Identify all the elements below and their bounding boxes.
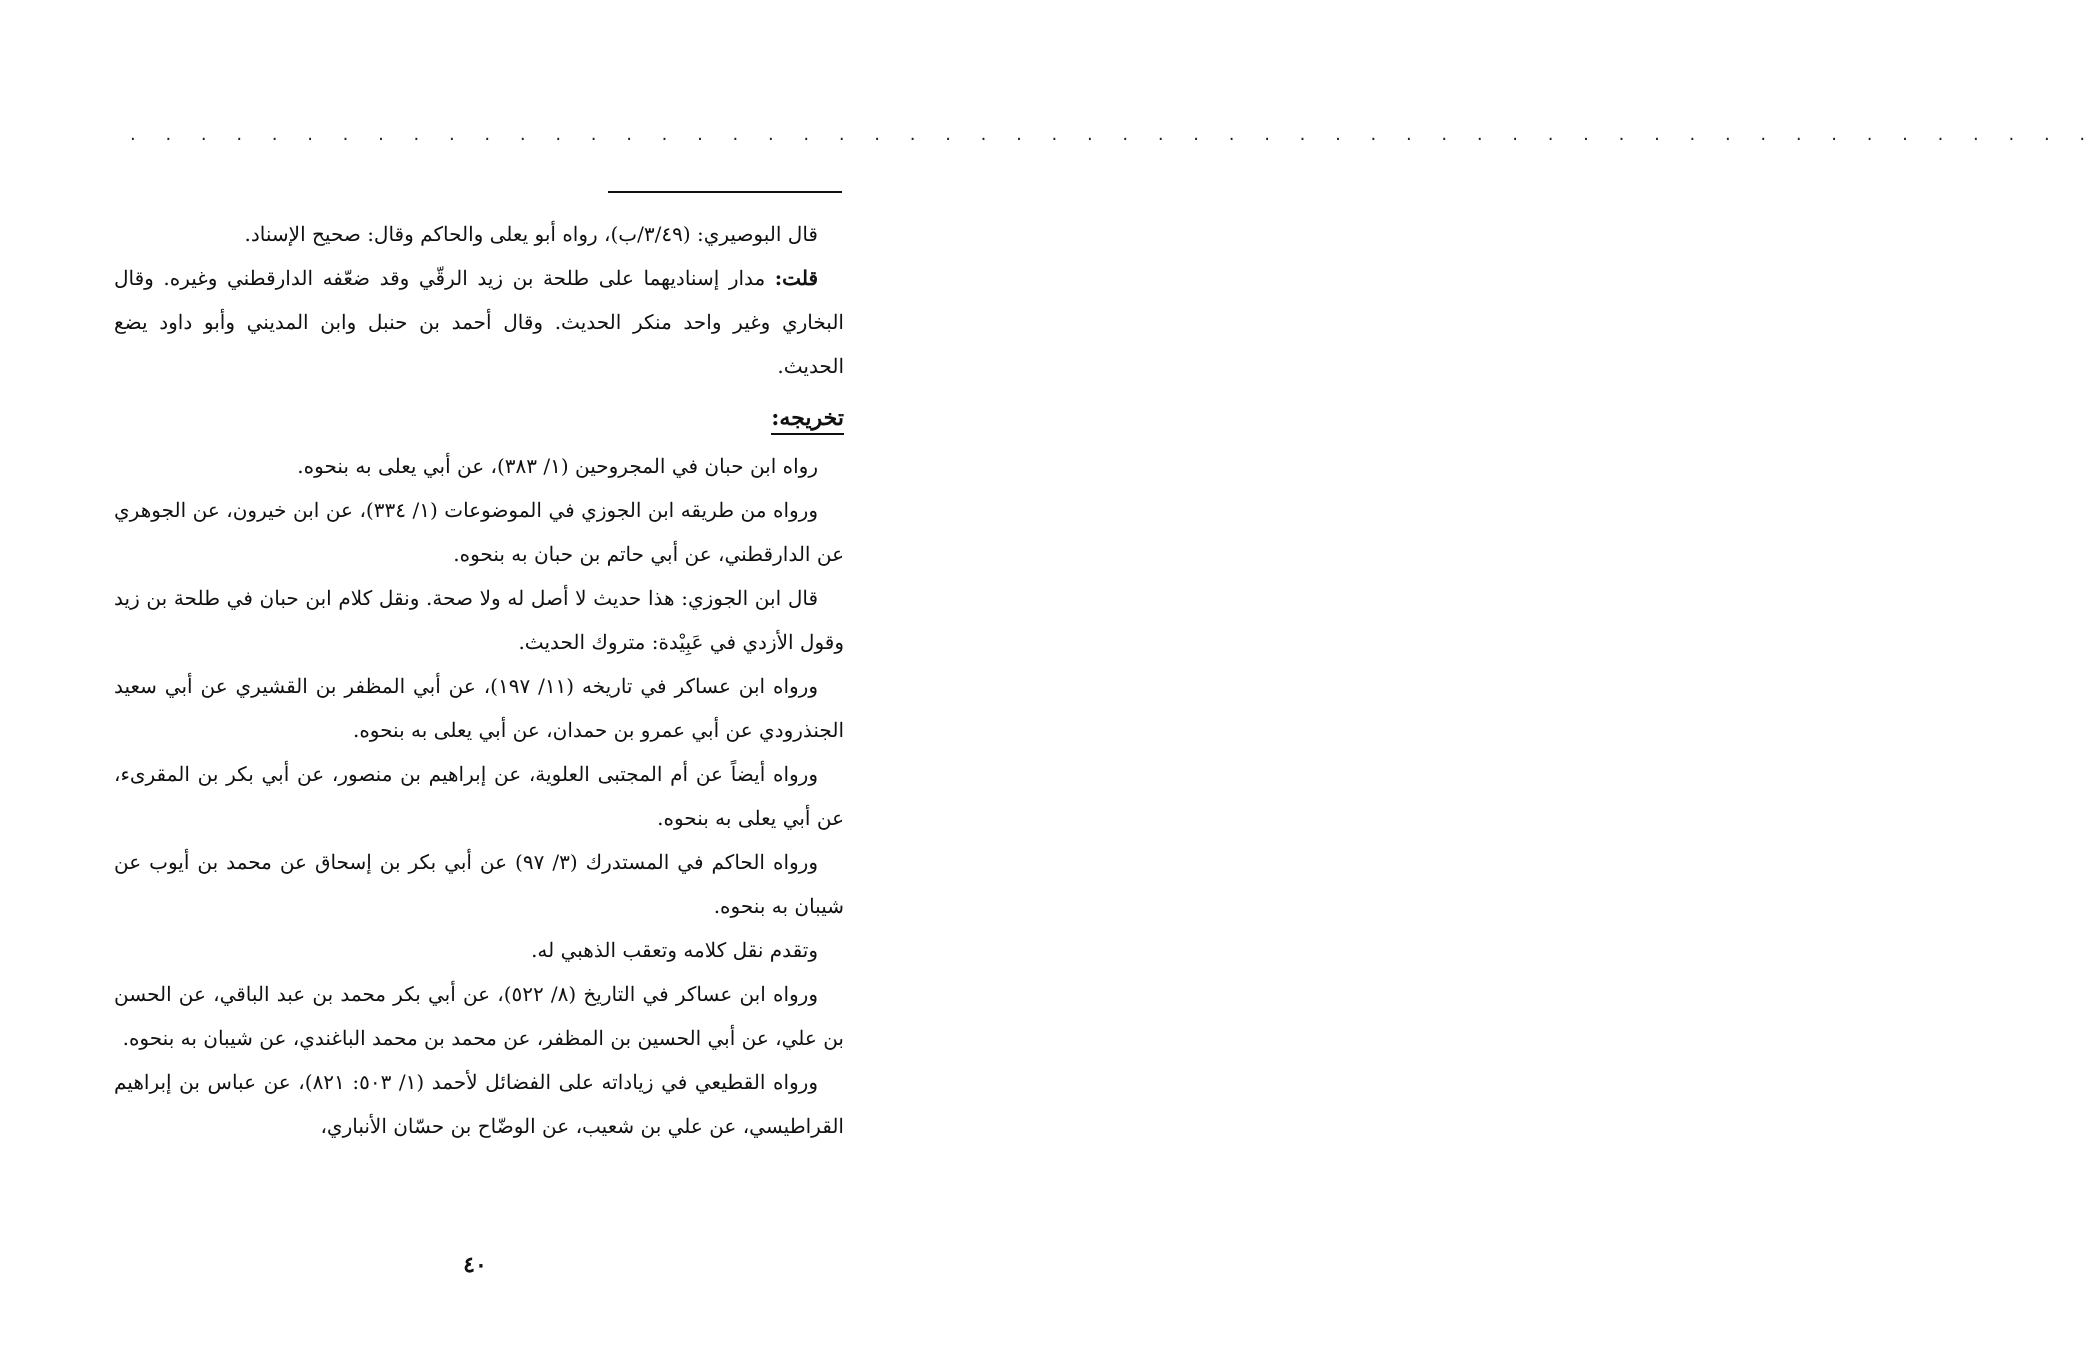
paragraph: ورواه أيضاً عن أم المجتبى العلوية، عن إبراهيم بن منصور، عن أبي بكر بن المقرىء، عن أبي يعلى به بنحوه. [114,762,844,830]
paragraph: ورواه ابن عساكر في تاريخه (١١/ ١٩٧)، عن أبي المظفر بن القشيري عن أبي سعيد الجنذرودي عن أبي عمرو بن حمدان، عن أبي يعلى به بنحوه. [114,674,844,742]
paragraph-busiri [114,212,844,256]
paragraph: رواه ابن حبان في المجروحين (١/ ٣٨٣)، عن أبي يعلى به بنحوه. [297,454,818,478]
paragraph: ورواه ابن عساكر في التاريخ (٨/ ٥٢٢)، عن أبي بكر محمد بن عبد الباقي، عن الحسن بن علي، عن أبي الحسين بن المظفر، عن محمد بن محمد الباغندي، عن شيبان به بنحوه. [114,982,844,1050]
page-number: ٤٠ [463,1252,487,1278]
paragraph: ورواه من طريقه ابن الجوزي في الموضوعات (١/ ٣٣٤)، عن ابن خيرون، عن الجوهري عن الدارقطني، عن أبي حاتم بن حبان به بنحوه. [114,498,844,566]
page-body [114,212,844,1148]
paragraph: وتقدم نقل كلامه وتعقب الذهبي له. [531,938,818,962]
paragraph-qultu [114,256,844,388]
paragraph-text: قال البوصيري: (٣/٤٩/ب)، رواه أبو يعلى والحاكم وقال: صحيح الإسناد. [244,222,818,246]
footnote-rule [608,191,842,193]
paragraph-lead: قلت: [774,266,818,290]
paragraph: ورواه الحاكم في المستدرك (٣/ ٩٧) عن أبي بكر بن إسحاق عن محمد بن أيوب عن شيبان به بنحوه. [114,850,844,918]
paragraph: قال ابن الجوزي: هذا حديث لا أصل له ولا صحة. ونقل كلام ابن حبان في طلحة بن زيد وقول الأزدي في عَبِيْدة: متروك الحديث. [114,586,844,654]
heading-text: تخريجه: [771,405,844,435]
paragraph-text: مدار إسناديهما على طلحة بن زيد الرقّي وقد ضعّفه الدارقطني وغيره. وقال البخاري وغير واحد منكر الحديث. وقال أحمد بن حنبل وابن المديني وأبو داود يضع الحديث. [114,266,844,378]
paragraph: ورواه القطيعي في زياداته على الفضائل لأحمد (١/ ٥٠٣: ٨٢١)، عن عباس بن إبراهيم القراطيسي، عن علي بن شعيب، عن الوضّاح بن حسّان الأنباري، [114,1070,844,1138]
dotted-separator: . . . . . . . . . . . . . . . . . . . . . . . . . . . . . . . . . . . . . . . . . . . . . . . . . . . . . . . . [130,124,2097,145]
section-heading [114,396,844,440]
